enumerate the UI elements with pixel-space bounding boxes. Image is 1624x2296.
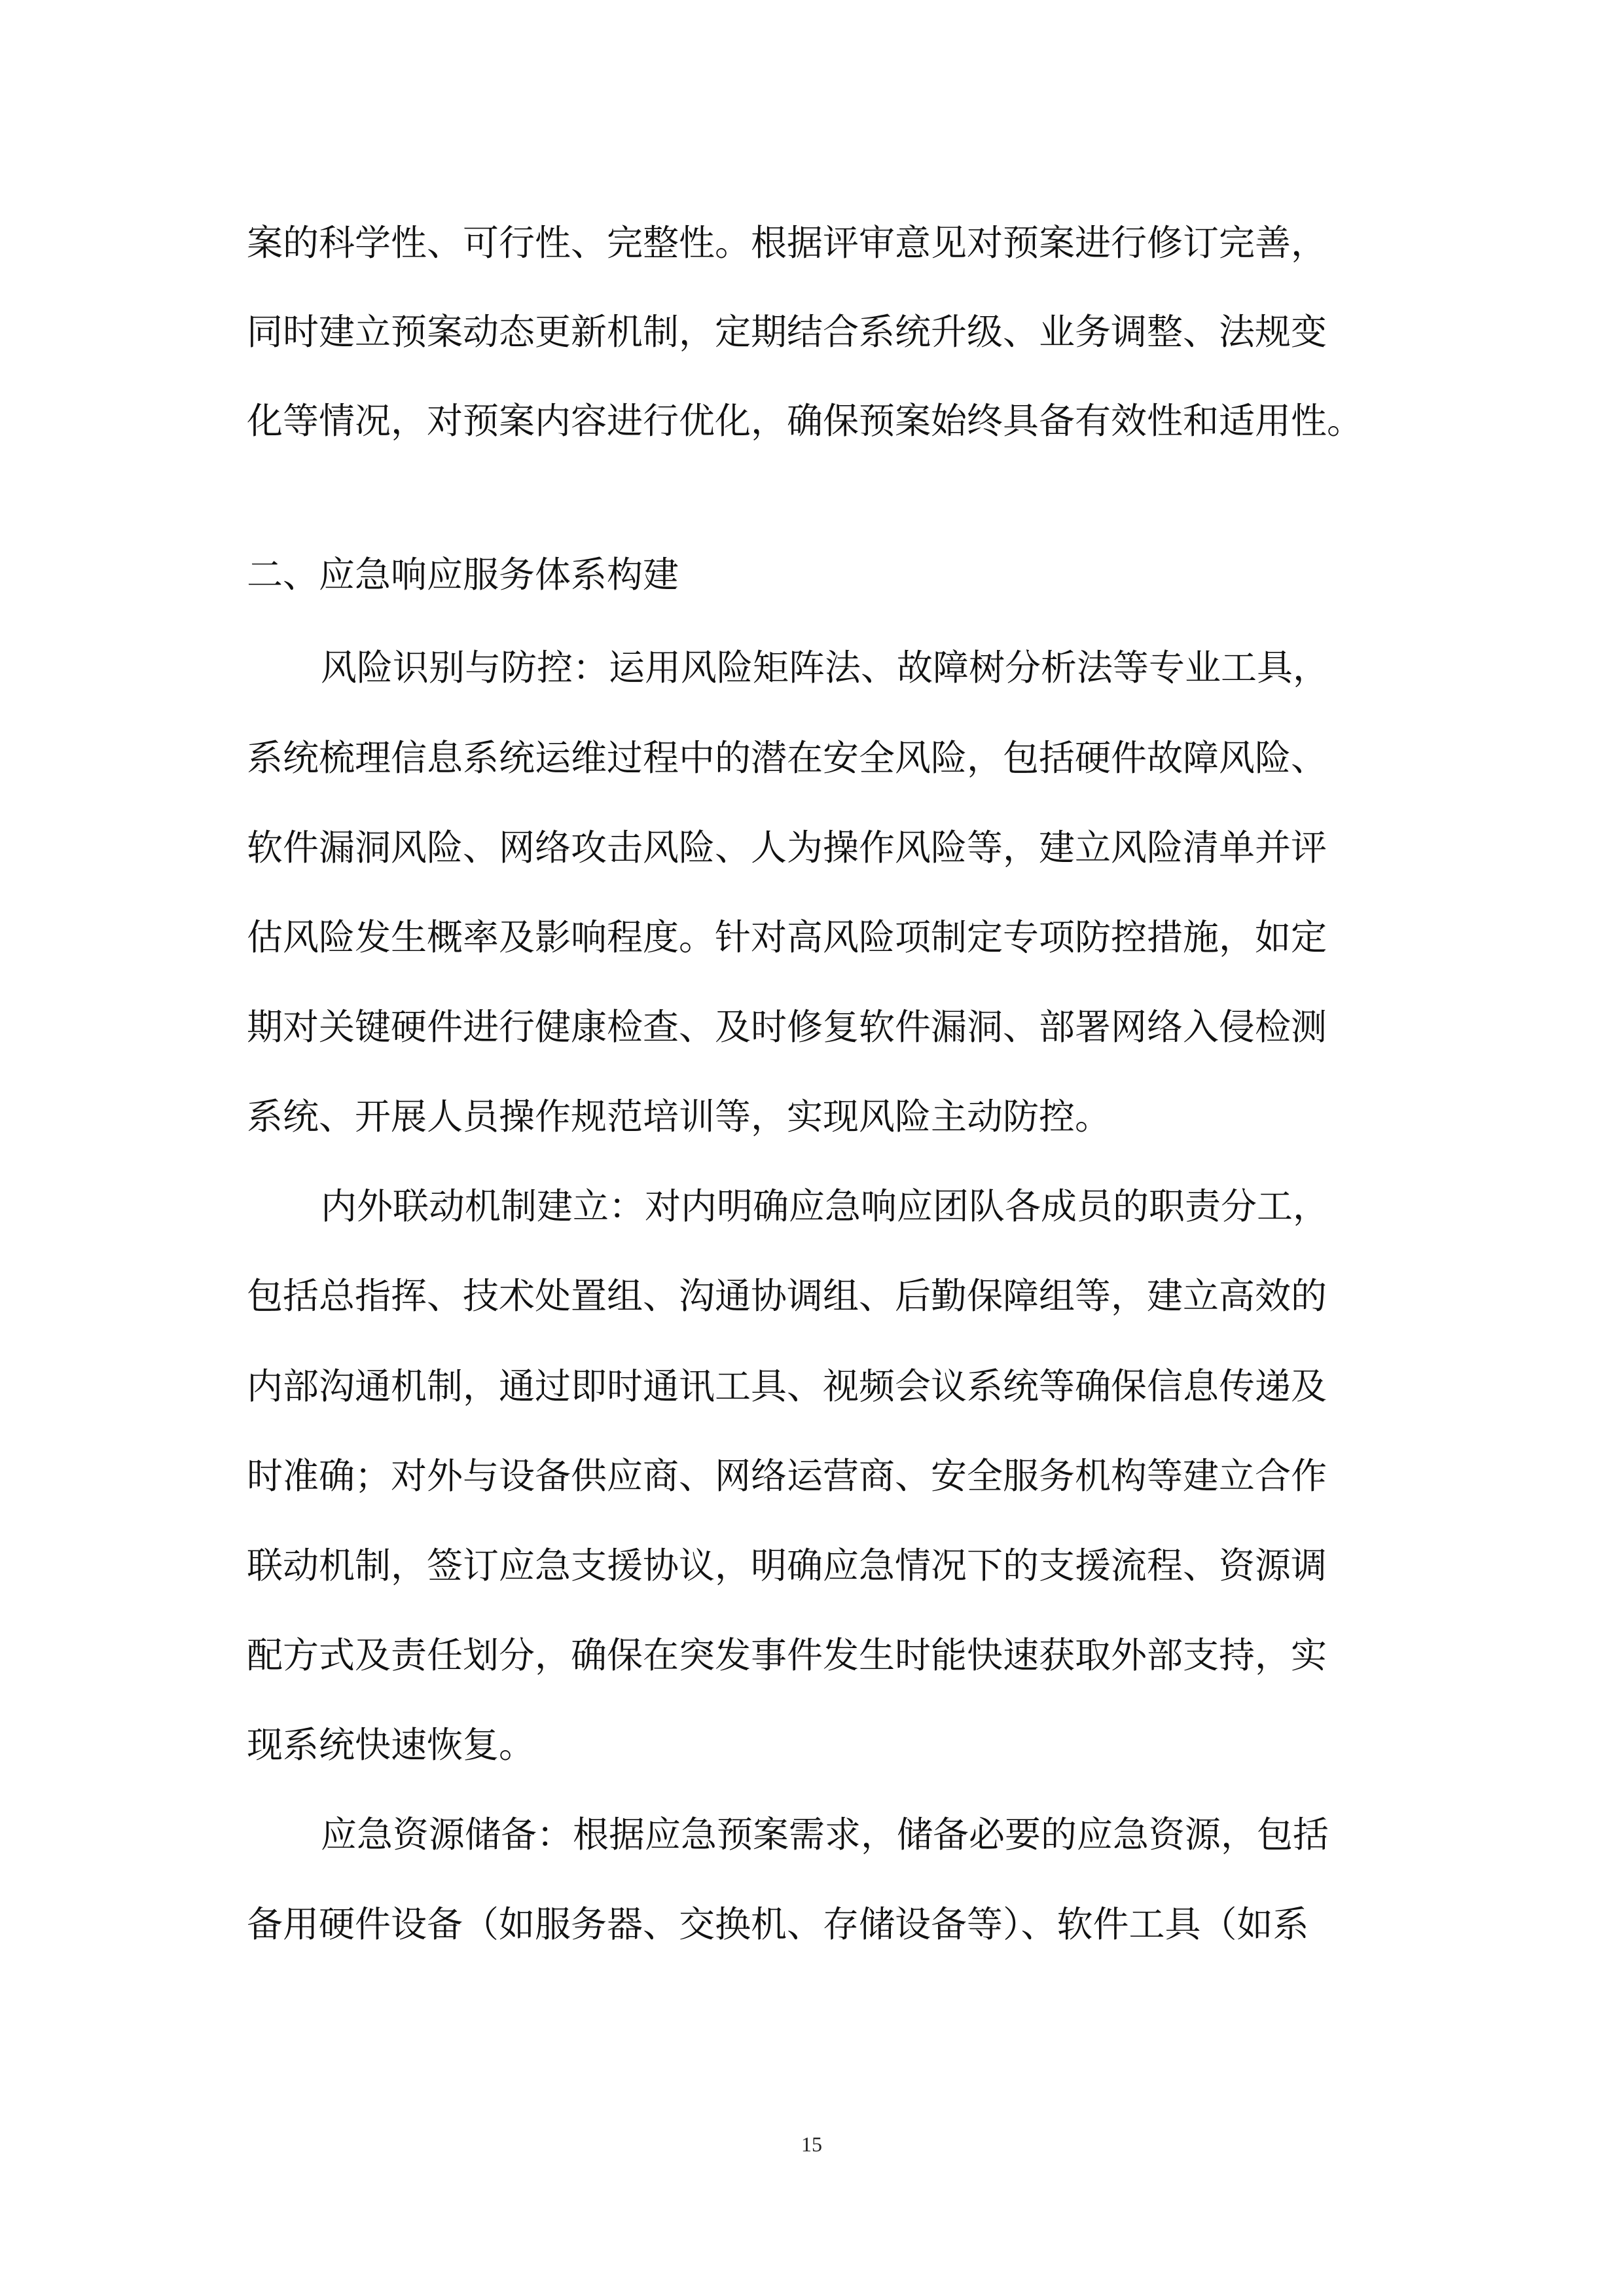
paragraph-4-line-1: 应急资源储备：根据应急预案需求，储备必要的应急资源，包括 (321, 1814, 1329, 1856)
paragraph-2-line-3: 软件漏洞风险、网络攻击风险、人为操作风险等，建立风险清单并评 (247, 827, 1327, 869)
paragraph-4-line-2: 备用硬件设备（如服务器、交换机、存储设备等）、软件工具（如系 (247, 1903, 1309, 1945)
paragraph-2-line-2: 系统梳理信息系统运维过程中的潜在安全风险，包括硬件故障风险、 (247, 737, 1327, 779)
page-number: 15 (801, 2132, 822, 2156)
paragraph-3-line-5: 联动机制，签订应急支援协议，明确应急情况下的支援流程、资源调 (247, 1545, 1327, 1587)
paragraph-2-line-5: 期对关键硬件进行健康检查、及时修复软件漏洞、部署网络入侵检测 (247, 1006, 1327, 1048)
paragraph-2-line-1: 风险识别与防控：运用风险矩阵法、故障树分析法等专业工具， (321, 647, 1329, 689)
paragraph-1-line-2: 同时建立预案动态更新机制，定期结合系统升级、业务调整、法规变 (247, 311, 1327, 353)
paragraph-1-line-3: 化等情况，对预案内容进行优化，确保预案始终具备有效性和适用性。 (247, 400, 1363, 442)
paragraph-2-line-6: 系统、开展人员操作规范培训等，实现风险主动防控。 (247, 1096, 1111, 1138)
section-heading: 二、应急响应服务体系构建 (247, 554, 679, 596)
paragraph-1-line-1: 案的科学性、可行性、完整性。根据评审意见对预案进行修订完善， (247, 222, 1327, 264)
paragraph-3-line-6: 配方式及责任划分，确保在突发事件发生时能快速获取外部支持，实 (247, 1634, 1327, 1676)
paragraph-3-line-4: 时准确；对外与设备供应商、网络运营商、安全服务机构等建立合作 (247, 1455, 1327, 1497)
paragraph-3-line-3: 内部沟通机制，通过即时通讯工具、视频会议系统等确保信息传递及 (247, 1365, 1327, 1407)
paragraph-3-line-1: 内外联动机制建立：对内明确应急响应团队各成员的职责分工， (321, 1185, 1329, 1227)
paragraph-3-line-2: 包括总指挥、技术处置组、沟通协调组、后勤保障组等，建立高效的 (247, 1275, 1327, 1317)
paragraph-2-line-4: 估风险发生概率及影响程度。针对高风险项制定专项防控措施，如定 (247, 916, 1327, 958)
paragraph-3-line-7: 现系统快速恢复。 (247, 1724, 535, 1766)
